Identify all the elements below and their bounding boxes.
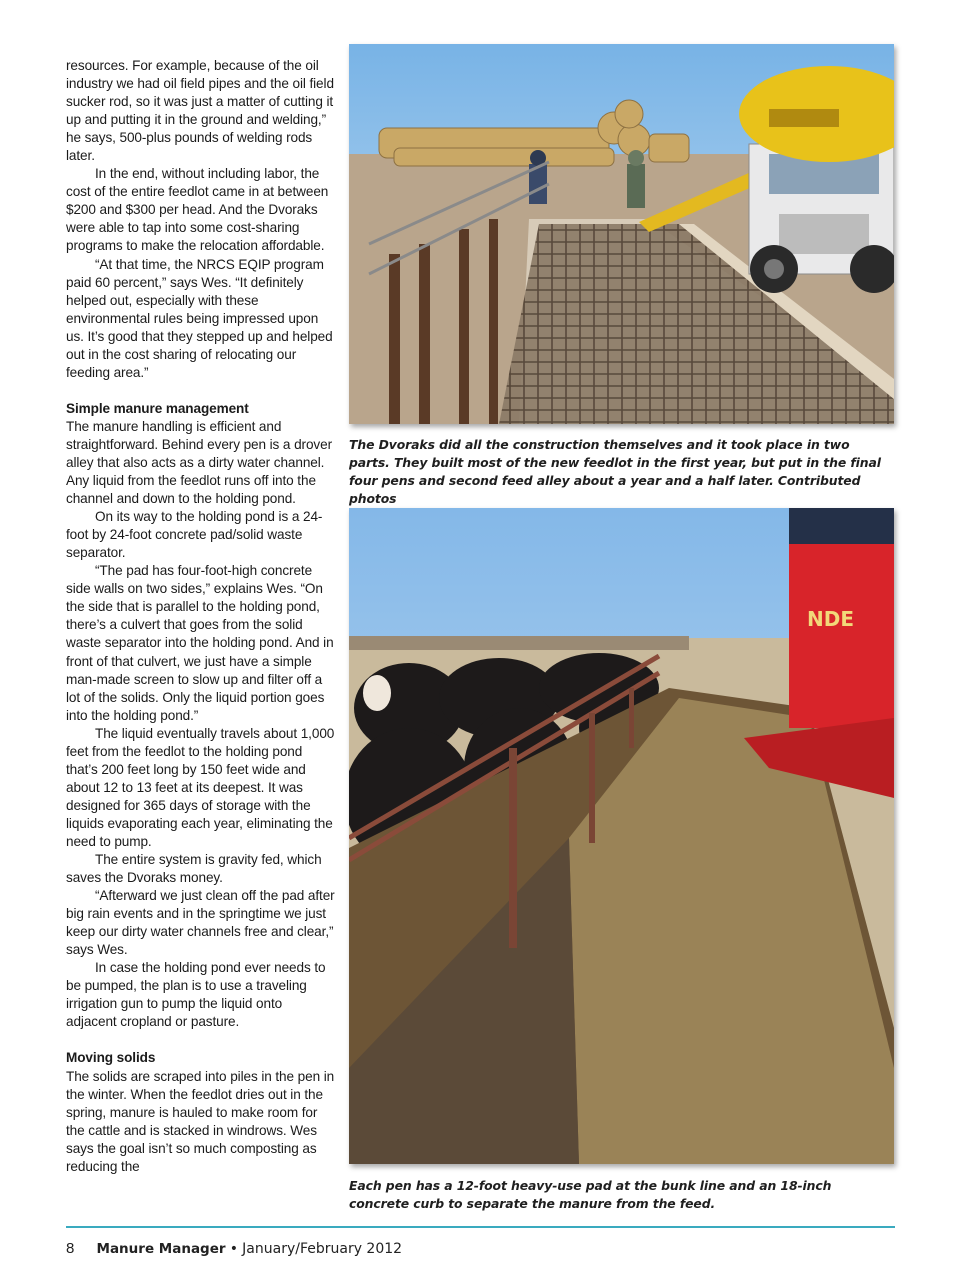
body-paragraph: The solids are scraped into piles in the pen in the winter. When the feedlot dries out in the spring, manure is hauled to make room for the cattle and is stacked in windrows. Wes says the goal isn’t so much composting as reducing the — [66, 1068, 335, 1174]
footer-rule — [66, 1226, 895, 1228]
construction-photo — [349, 44, 894, 424]
body-paragraph: “Afterward we just clean off the pad after big rain events and in the springtime we just keep our dirty water channels free and clear,” says Wes. — [66, 888, 335, 958]
body-paragraph: The manure handling is efficient and straightforward. Behind every pen is a drover alley that also acts as a dirty water channel. Any liquid from the feedlot runs off into the channel and down to the holding pond. — [66, 418, 333, 507]
footer-separator: • — [229, 1241, 238, 1257]
section-heading: Moving solids — [66, 1050, 156, 1066]
issue-date: January/February 2012 — [242, 1241, 403, 1257]
bottom-photo-caption: Each pen has a 12-foot heavy-use pad at the bunk line and an 18-inch concrete curb to separate the manure from the feed. — [349, 1178, 832, 1211]
section-gap — [66, 1031, 336, 1049]
section-heading: Simple manure management — [66, 400, 249, 416]
page-footer — [66, 1240, 402, 1257]
feed-bunk-photo — [349, 508, 894, 1164]
magazine-name: Manure Manager — [96, 1241, 226, 1257]
page-number: 8 — [66, 1240, 75, 1257]
body-paragraph: “The pad has four-foot-high concrete side walls on two sides,” explains Wes. “On the side that is parallel to the holding pond, there’s a culvert that goes from the solid waste separator into the holding pond. And in front of that culvert, we just have a simple man-made screen to slow up and filter off a lot of the solids. Only the liquid portion goes into the holding pond.” — [66, 563, 334, 723]
section-gap — [66, 382, 336, 400]
body-paragraph: The entire system is gravity fed, which saves the Dvoraks money. — [66, 852, 322, 886]
body-paragraph: In the end, without including labor, the cost of the entire feedlot came in at between $200 and $300 per head. And the Dvoraks were able to tap into some cost-sharing programs to make the relocation affordable. — [66, 166, 329, 254]
body-paragraph: In case the holding pond ever needs to be pumped, the plan is to use a traveling irrigation gun to pump the liquid onto adjacent cropland or pasture. — [66, 960, 326, 1030]
body-paragraph: The liquid eventually travels about 1,000 feet from the feedlot to the holding pond that’s 200 feet long by 150 feet wide and about 12 to 13 feet at its deepest. It was designed for 365 days of storage with the liquids evaporating each year, eliminating the need to pump. — [66, 725, 335, 849]
body-paragraph: On its way to the holding pond is a 24-foot by 24-foot concrete pad/solid waste separator. — [66, 509, 323, 561]
wagon-brand-text: NDE — [807, 607, 855, 631]
top-photo-caption: The Dvoraks did all the construction themselves and it took place in two parts. They built most of the new feedlot in the first year, but put in the final four pens and second feed alley about a year and a half later. Contributed photos — [349, 437, 881, 506]
body-paragraph: resources. For example, because of the oil industry we had oil field pipes and the oil field sucker rod, so it was just a matter of cutting it up and putting it in the ground and welding,” he says, 500-plus pounds of welding rods later. — [66, 58, 334, 164]
article-column — [66, 57, 336, 1176]
body-paragraph: “At that time, the NRCS EQIP program paid 60 percent,” says Wes. “It definitely helped out, especially with these environmental rules being impressed upon us. It’s good that they stepped up and helped out in the cost sharing of relocating our feeding area.” — [66, 256, 333, 380]
